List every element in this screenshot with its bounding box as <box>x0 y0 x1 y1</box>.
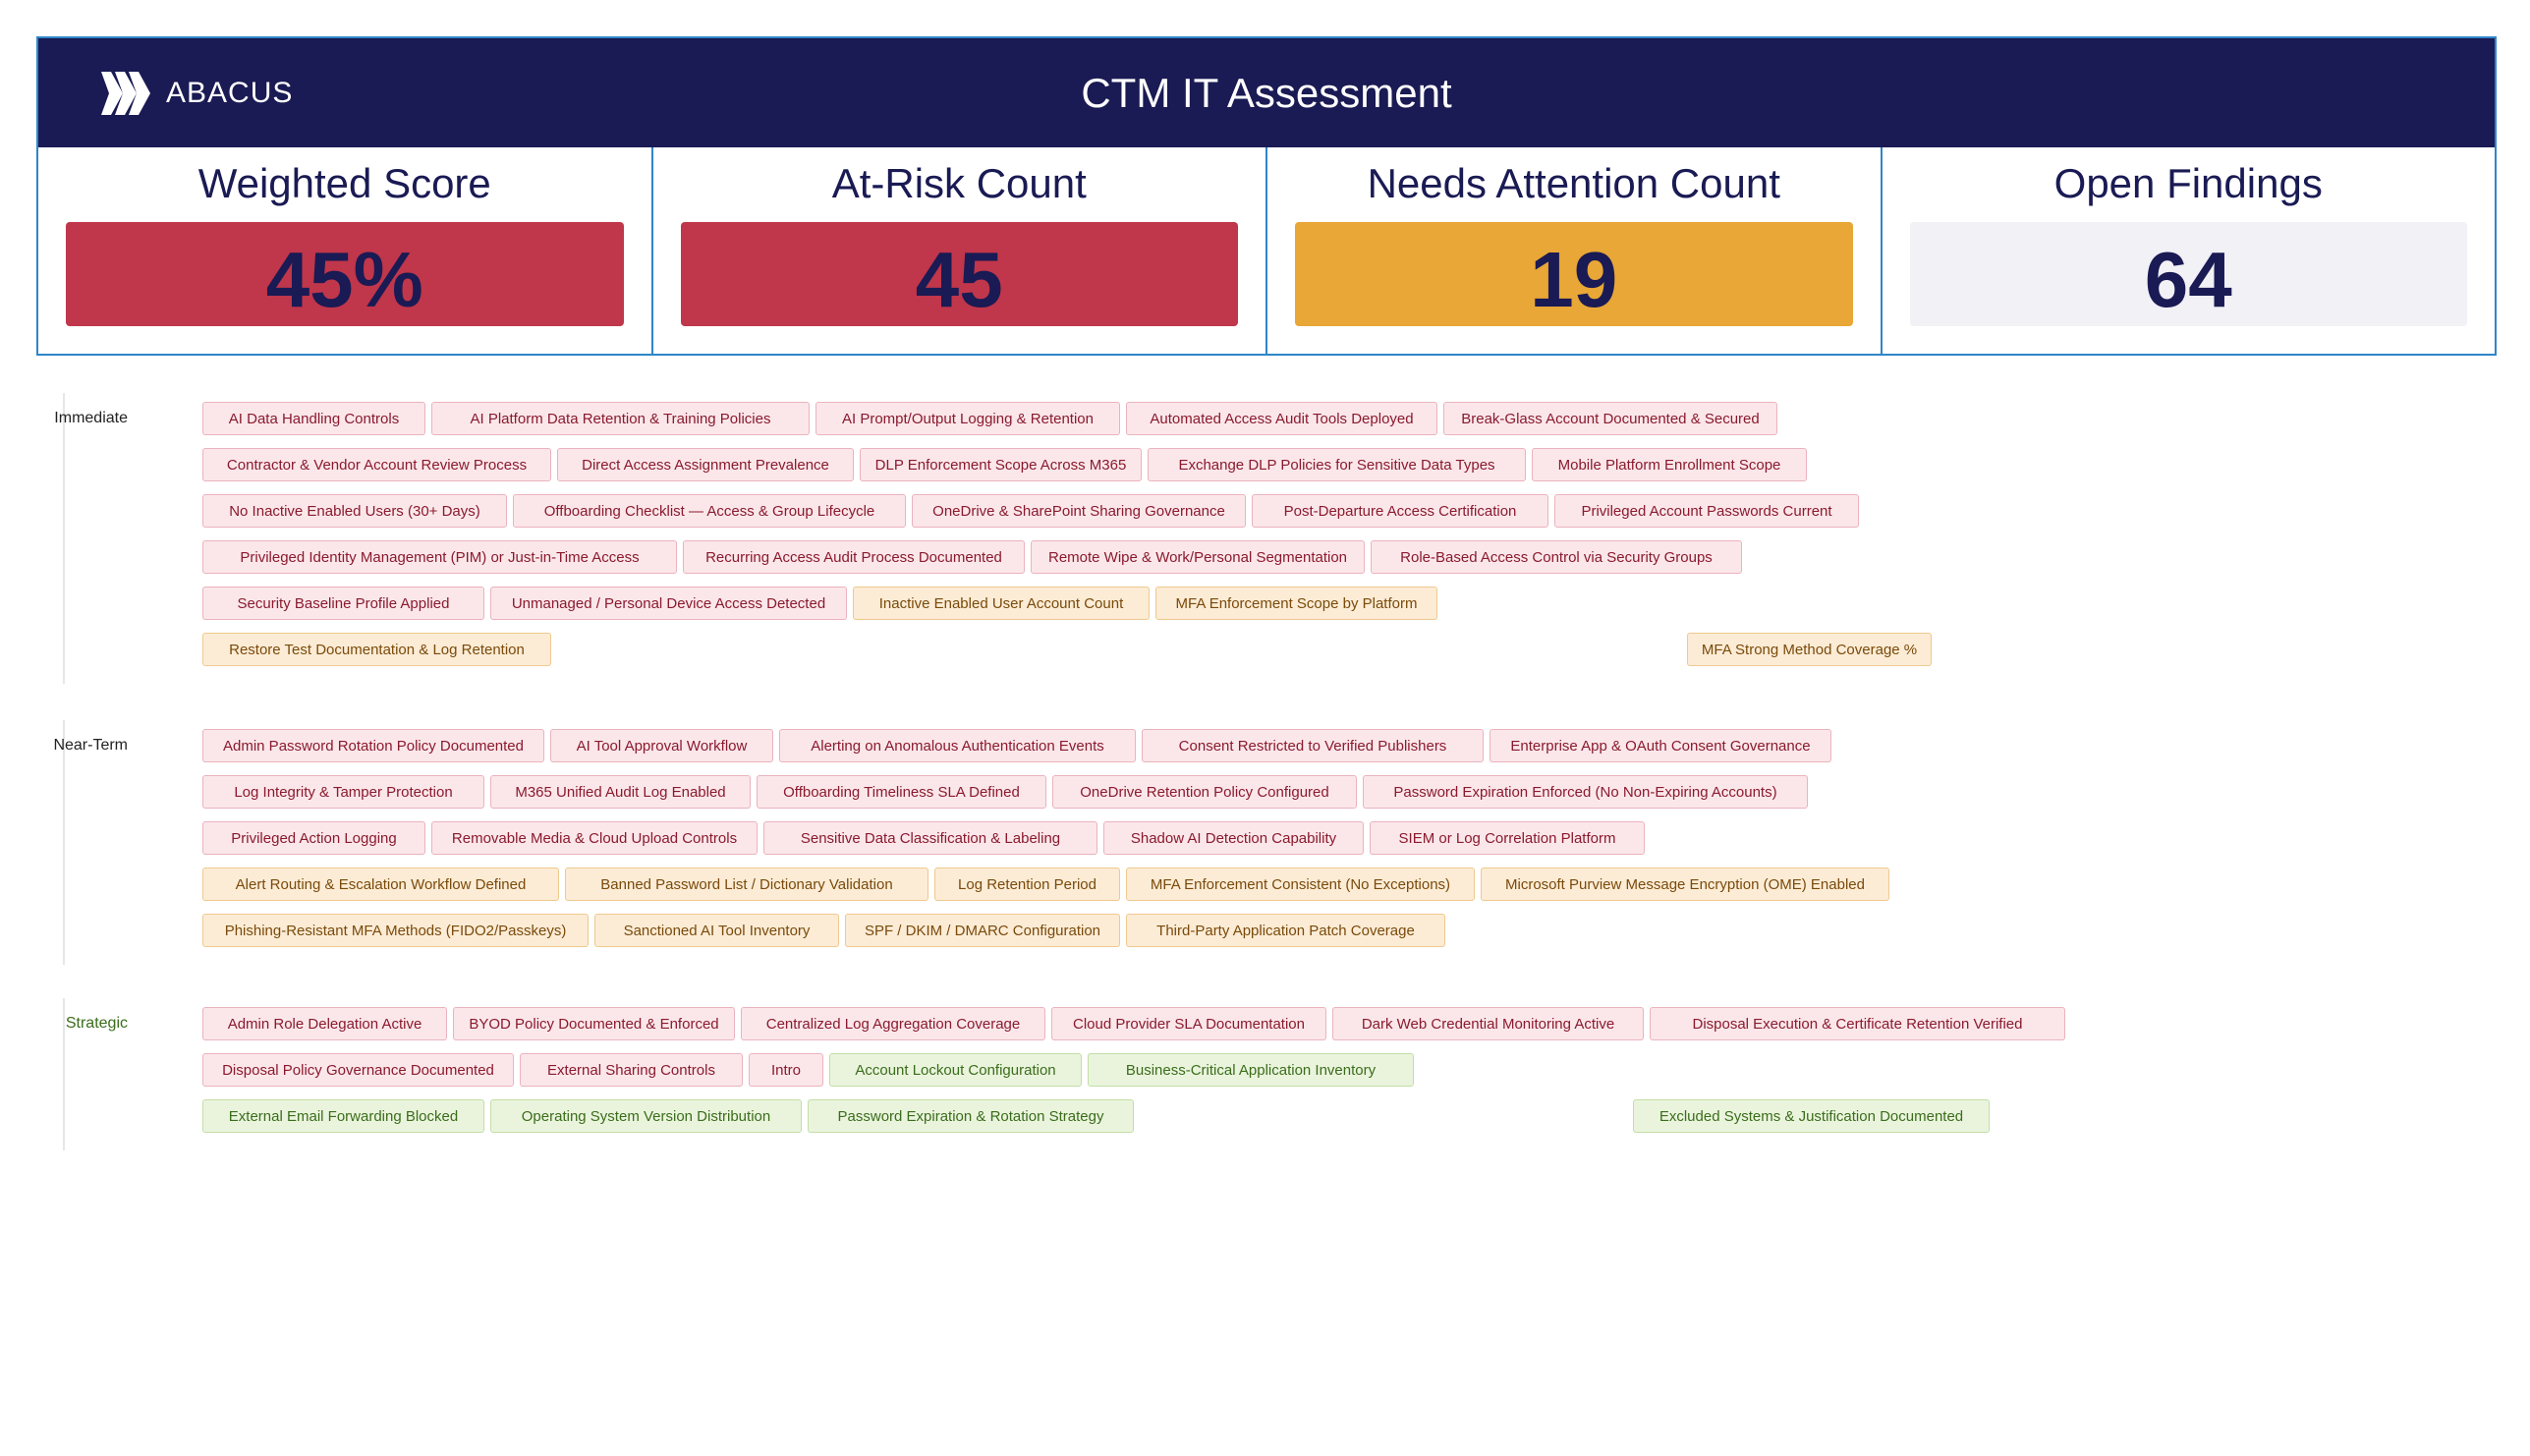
finding-chip[interactable]: Admin Role Delegation Active <box>202 1007 447 1040</box>
finding-chip[interactable]: Log Integrity & Tamper Protection <box>202 775 484 809</box>
section-strategic <box>63 998 2462 1150</box>
finding-chip[interactable]: Recurring Access Audit Process Documented <box>683 540 1025 574</box>
finding-chip[interactable]: Contractor & Vendor Account Review Process <box>202 448 551 481</box>
chip-row <box>202 868 2462 901</box>
finding-chip[interactable]: Centralized Log Aggregation Coverage <box>741 1007 1045 1040</box>
section-label-immediate: Immediate <box>54 410 128 426</box>
finding-chip[interactable]: Direct Access Assignment Prevalence <box>557 448 854 481</box>
finding-chip[interactable]: Admin Password Rotation Policy Documented <box>202 729 544 762</box>
finding-chip[interactable]: MFA Strong Method Coverage % <box>1687 633 1932 666</box>
finding-chip[interactable]: Restore Test Documentation & Log Retention <box>202 633 551 666</box>
finding-chip[interactable]: Post-Departure Access Certification <box>1252 494 1548 528</box>
chip-row <box>202 1099 2462 1133</box>
at-risk-count-label: At-Risk Count <box>831 160 1087 206</box>
finding-chip[interactable]: Cloud Provider SLA Documentation <box>1051 1007 1326 1040</box>
finding-chip[interactable]: Break-Glass Account Documented & Secured <box>1443 402 1777 435</box>
chip-row <box>202 1007 2462 1040</box>
finding-chip[interactable]: Third-Party Application Patch Coverage <box>1126 914 1445 947</box>
at-risk-count-value: 45 <box>681 222 1239 326</box>
finding-chip[interactable]: Sanctioned AI Tool Inventory <box>594 914 839 947</box>
finding-chip[interactable]: OneDrive Retention Policy Configured <box>1052 775 1357 809</box>
finding-chip[interactable]: SPF / DKIM / DMARC Configuration <box>845 914 1120 947</box>
finding-chip[interactable]: No Inactive Enabled Users (30+ Days) <box>202 494 507 528</box>
weighted-score-label: Weighted Score <box>197 160 491 206</box>
weighted-score-value: 45% <box>66 222 624 326</box>
finding-chip[interactable]: AI Data Handling Controls <box>202 402 425 435</box>
chip-row <box>202 402 2462 435</box>
finding-chip[interactable]: MFA Enforcement Scope by Platform <box>1155 587 1437 620</box>
finding-chip[interactable]: Password Expiration Enforced (No Non-Expiring Accounts) <box>1363 775 1808 809</box>
finding-chip[interactable]: Intro <box>749 1053 823 1087</box>
finding-chip[interactable]: Alert Routing & Escalation Workflow Defined <box>202 868 559 901</box>
finding-chip[interactable]: OneDrive & SharePoint Sharing Governance <box>912 494 1246 528</box>
finding-chip[interactable]: M365 Unified Audit Log Enabled <box>490 775 751 809</box>
finding-chip[interactable]: Privileged Action Logging <box>202 821 425 855</box>
finding-chip[interactable]: Banned Password List / Dictionary Validation <box>565 868 928 901</box>
finding-chip[interactable]: Sensitive Data Classification & Labeling <box>763 821 1097 855</box>
chip-row <box>202 540 2462 574</box>
finding-chip[interactable]: DLP Enforcement Scope Across M365 <box>860 448 1142 481</box>
chip-row <box>202 729 2462 762</box>
finding-chip[interactable]: Consent Restricted to Verified Publishers <box>1142 729 1484 762</box>
chip-row <box>202 821 2462 855</box>
section-label-strategic: Strategic <box>65 1015 128 1032</box>
needs-attention-count-value: 19 <box>1295 222 1853 326</box>
finding-chip[interactable]: Account Lockout Configuration <box>829 1053 1082 1087</box>
finding-chip[interactable]: Inactive Enabled User Account Count <box>853 587 1150 620</box>
finding-chip[interactable]: Excluded Systems & Justification Documented <box>1633 1099 1990 1133</box>
finding-chip[interactable]: Disposal Execution & Certificate Retention Verified <box>1650 1007 2065 1040</box>
chip-row <box>202 448 2462 481</box>
at-risk-count-card <box>653 147 1268 354</box>
finding-chip[interactable]: AI Platform Data Retention & Training Policies <box>431 402 810 435</box>
finding-chip[interactable]: AI Prompt/Output Logging & Retention <box>815 402 1120 435</box>
finding-chip[interactable]: External Email Forwarding Blocked <box>202 1099 484 1133</box>
section-label-near-term: Near-Term <box>53 737 128 754</box>
finding-chip[interactable]: MFA Enforcement Consistent (No Exceptions) <box>1126 868 1475 901</box>
finding-chip[interactable]: Automated Access Audit Tools Deployed <box>1126 402 1437 435</box>
finding-chip[interactable]: Business-Critical Application Inventory <box>1088 1053 1414 1087</box>
chip-row <box>202 1053 2462 1087</box>
finding-chip[interactable]: Shadow AI Detection Capability <box>1103 821 1364 855</box>
open-findings-label: Open Findings <box>2053 160 2323 206</box>
finding-chip[interactable]: Removable Media & Cloud Upload Controls <box>431 821 758 855</box>
finding-chip[interactable]: Operating System Version Distribution <box>490 1099 802 1133</box>
finding-chip[interactable]: Unmanaged / Personal Device Access Detected <box>490 587 847 620</box>
finding-chip[interactable]: Mobile Platform Enrollment Scope <box>1532 448 1807 481</box>
finding-chip[interactable]: Phishing-Resistant MFA Methods (FIDO2/Passkeys) <box>202 914 589 947</box>
open-findings-value: 64 <box>1910 222 2468 326</box>
finding-chip[interactable]: Exchange DLP Policies for Sensitive Data Types <box>1148 448 1526 481</box>
weighted-score-card <box>38 147 653 354</box>
finding-chip[interactable]: Security Baseline Profile Applied <box>202 587 484 620</box>
finding-chip[interactable]: Offboarding Timeliness SLA Defined <box>757 775 1046 809</box>
finding-chip[interactable]: Alerting on Anomalous Authentication Events <box>779 729 1136 762</box>
chip-row <box>202 587 2462 620</box>
logo-text: ABACUS <box>166 77 294 109</box>
needs-attention-count-label: Needs Attention Count <box>1367 160 1780 206</box>
dashboard-frame <box>36 36 2497 356</box>
finding-chip[interactable]: Offboarding Checklist — Access & Group Lifecycle <box>513 494 906 528</box>
finding-chip[interactable]: Microsoft Purview Message Encryption (OME) Enabled <box>1481 868 1889 901</box>
finding-chip[interactable]: Remote Wipe & Work/Personal Segmentation <box>1031 540 1365 574</box>
chip-row <box>202 775 2462 809</box>
finding-chip[interactable]: Disposal Policy Governance Documented <box>202 1053 514 1087</box>
open-findings-card <box>1883 147 2496 354</box>
finding-chip[interactable]: AI Tool Approval Workflow <box>550 729 773 762</box>
chip-row <box>202 494 2462 528</box>
section-near-term <box>53 720 2462 965</box>
finding-chip[interactable]: Password Expiration & Rotation Strategy <box>808 1099 1134 1133</box>
finding-chip[interactable]: Privileged Account Passwords Current <box>1554 494 1859 528</box>
page-title: CTM IT Assessment <box>1081 69 1452 116</box>
finding-chip[interactable]: External Sharing Controls <box>520 1053 743 1087</box>
finding-chip[interactable]: Role-Based Access Control via Security Groups <box>1371 540 1742 574</box>
finding-chip[interactable]: Privileged Identity Management (PIM) or Just-in-Time Access <box>202 540 677 574</box>
section-immediate <box>54 393 2462 684</box>
chip-row <box>202 914 2462 947</box>
needs-attention-count-card <box>1267 147 1883 354</box>
finding-chip[interactable]: BYOD Policy Documented & Enforced <box>453 1007 735 1040</box>
finding-chip[interactable]: Enterprise App & OAuth Consent Governance <box>1490 729 1831 762</box>
finding-chip[interactable]: SIEM or Log Correlation Platform <box>1370 821 1645 855</box>
chip-row <box>202 633 2462 666</box>
finding-chip[interactable]: Log Retention Period <box>934 868 1120 901</box>
finding-chip[interactable]: Dark Web Credential Monitoring Active <box>1332 1007 1644 1040</box>
kpi-cards <box>38 147 2495 354</box>
header-bar <box>38 38 2495 147</box>
